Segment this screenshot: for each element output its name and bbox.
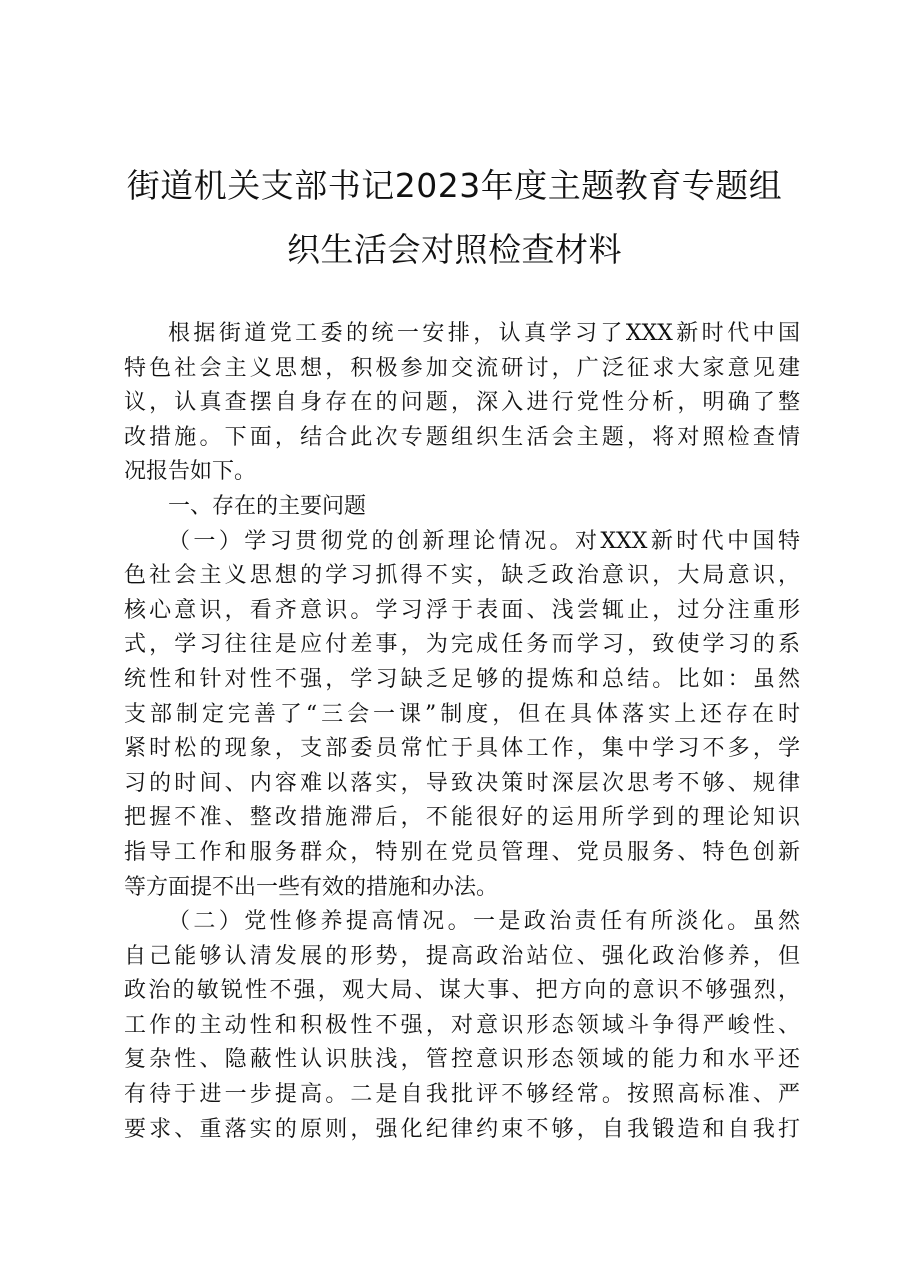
section-heading: 一、存在的主要问题 — [168, 493, 367, 519]
document-body — [124, 317, 800, 1147]
section1-line: 指导工作和服务群众，特别在党员管理、党员服务、特色创新 — [124, 839, 800, 865]
section1-line: 色社会主义思想的学习抓得不实，缺乏政治意识，大局意识， — [124, 563, 800, 589]
section2-line: 要求、重落实的原则，强化纪律约束不够，自我锻造和自我打 — [124, 1116, 800, 1142]
section2-line: 复杂性、隐蔽性认识肤浅，管控意识形态领域的能力和水平还 — [124, 1047, 800, 1073]
section2-line: 自己能够认清发展的形势，提高政治站位、强化政治修养，但 — [124, 943, 800, 969]
section1-line: （一）学习贯彻党的创新理论情况。对XXX新时代中国特 — [168, 528, 800, 554]
intro-line: 议，认真查摆自身存在的问题，深入进行党性分析，明确了整 — [124, 390, 800, 416]
section2-line: 政治的敏锐性不强，观大局、谋大事、把方向的意识不够强烈， — [124, 978, 800, 1004]
section2-line: （二）党性修养提高情况。一是政治责任有所淡化。虽然 — [168, 909, 800, 935]
document-title-line-2: 织生活会对照检查材料 — [287, 230, 622, 269]
intro-line: 改措施。下面，结合此次专题组织生活会主题，将对照检查情 — [124, 424, 800, 450]
intro-line: 根据街道党工委的统一安排，认真学习了XXX新时代中国 — [168, 321, 800, 346]
section1-line: 支部制定完善了“三会一课”制度，但在具体落实上还存在时 — [124, 701, 800, 727]
intro-line: 况报告如下。 — [124, 459, 257, 485]
section1-line: 统性和针对性不强，学习缺乏足够的提炼和总结。比如：虽然 — [124, 666, 800, 692]
section1-line: 等方面提不出一些有效的措施和办法。 — [124, 874, 499, 900]
document-title-line-1: 街道机关支部书记2023年度主题教育专题组 — [126, 166, 783, 205]
intro-line: 特色社会主义思想，积极参加交流研讨，广泛征求大家意见建 — [124, 355, 800, 381]
section1-line: 紧时松的现象，支部委员常忙于具体工作，集中学习不多，学 — [124, 736, 800, 762]
section1-line: 把握不准、整改措施滞后，不能很好的运用所学到的理论知识 — [124, 805, 800, 831]
section1-line: 核心意识，看齐意识。学习浮于表面、浅尝辄止，过分注重形 — [124, 597, 800, 623]
section2-line: 有待于进一步提高。二是自我批评不够经常。按照高标准、严 — [124, 1082, 800, 1108]
section1-line: 式，学习往往是应付差事，为完成任务而学习，致使学习的系 — [124, 632, 800, 658]
section2-line: 工作的主动性和积极性不强，对意识形态领域斗争得严峻性、 — [124, 1012, 800, 1038]
section1-line: 习的时间、内容难以落实，导致决策时深层次思考不够、规律 — [124, 770, 800, 796]
